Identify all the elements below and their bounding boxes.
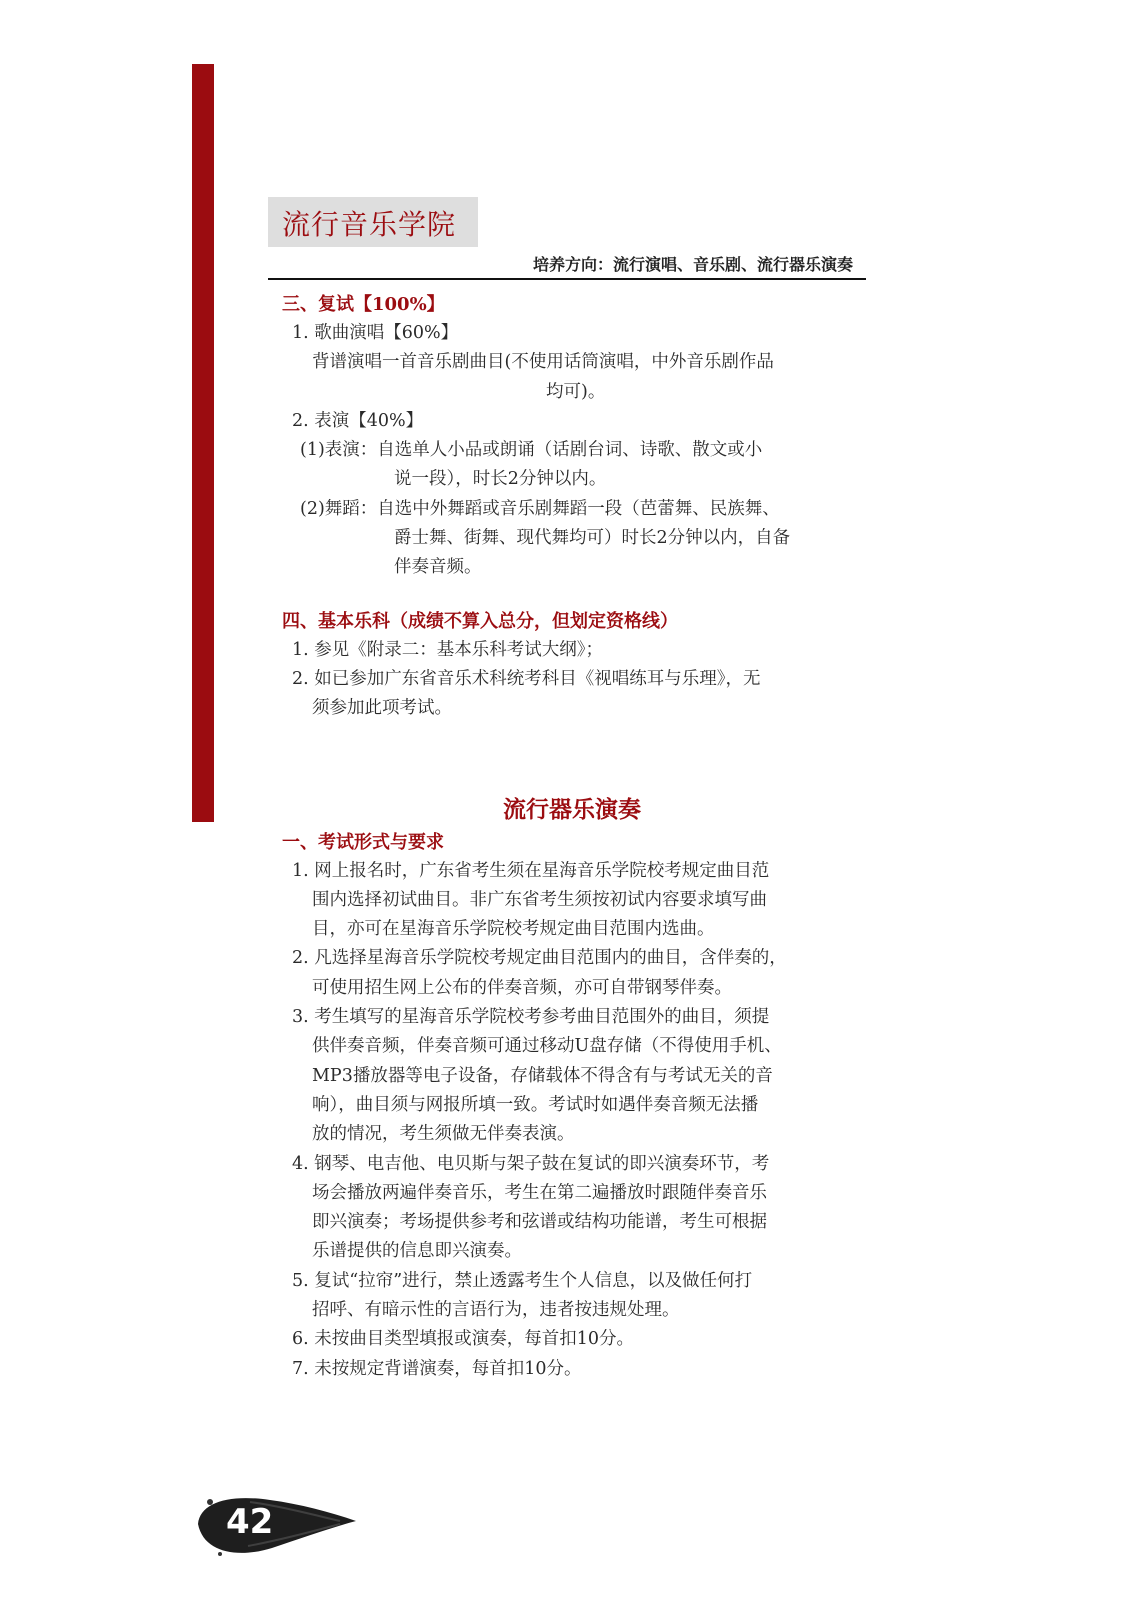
main-content bbox=[282, 290, 862, 1384]
item-dance-text: (2)舞蹈：自选中外舞蹈或音乐剧舞蹈一段（芭蕾舞、民族舞、 bbox=[300, 498, 780, 519]
training-direction: 培养方向：流行演唱、音乐剧、流行器乐演奏 bbox=[532, 255, 853, 274]
item-song-title: 1. 歌曲演唱【60%】 bbox=[292, 323, 459, 343]
item-performance-title: 2. 表演【40%】 bbox=[292, 410, 424, 431]
basic-music-item: 2. 如已参加广东省音乐术科统考科目《视唱练耳与乐理》，无 bbox=[292, 668, 761, 689]
decorative-side-bar bbox=[192, 64, 214, 822]
list-item: 可使用招生网上公布的伴奏音频，亦可自带钢琴伴奏。 bbox=[312, 977, 732, 998]
list-item: 场会播放两遍伴奏音乐，考生在第二遍播放时跟随伴奏音乐 bbox=[312, 1182, 767, 1203]
section-retest-heading: 三、复试【100%】 bbox=[282, 294, 445, 315]
section-basic-music-heading: 四、基本乐科（成绩不算入总分，但划定资格线） bbox=[282, 610, 678, 632]
page-number-badge bbox=[190, 1488, 360, 1560]
item-song-text: 均可)。 bbox=[546, 381, 606, 402]
list-item: 1. 网上报名时，广东省考生须在星海音乐学院校考规定曲目范 bbox=[292, 860, 770, 881]
list-item: 5. 复试“拉帘”进行，禁止透露考生个人信息，以及做任何打 bbox=[292, 1270, 753, 1291]
list-item: 响），曲目须与网报所填一致。考试时如遇伴奏音频无法播 bbox=[312, 1094, 759, 1115]
list-item: 目，亦可在星海音乐学院校考规定曲目范围内选曲。 bbox=[312, 919, 715, 940]
ink-brush-icon bbox=[190, 1488, 360, 1560]
item-dance-text: 伴奏音频。 bbox=[394, 557, 482, 578]
exam-format-heading: 一、考试形式与要求 bbox=[282, 831, 444, 853]
list-item: 2. 凡选择星海音乐学院校考规定曲目范围内的曲目，含伴奏的， bbox=[292, 948, 787, 969]
basic-music-item: 须参加此项考试。 bbox=[312, 698, 452, 719]
list-item: 放的情况，考生须做无伴奏表演。 bbox=[312, 1124, 575, 1145]
list-item: 6. 未按曲目类型填报或演奏，每首扣10分。 bbox=[292, 1329, 635, 1350]
list-item: 招呼、有暗示性的言语行为，违者按违规处理。 bbox=[312, 1300, 680, 1321]
instrumental-title: 流行器乐演奏 bbox=[503, 795, 641, 823]
list-item: 4. 钢琴、电吉他、电贝斯与架子鼓在复试的即兴演奏环节，考 bbox=[292, 1153, 770, 1174]
list-item: 3. 考生填写的星海音乐学院校考参考曲目范围外的曲目，须提 bbox=[292, 1007, 770, 1028]
list-item: 乐谱提供的信息即兴演奏。 bbox=[312, 1241, 522, 1262]
page-number: 42 bbox=[226, 1502, 274, 1542]
item-acting-text: (1)表演：自选单人小品或朗诵（话剧台词、诗歌、散文或小 bbox=[300, 440, 763, 461]
exam-format-list bbox=[282, 857, 862, 1384]
item-song-text: 背谱演唱一首音乐剧曲目(不使用话筒演唱，中外音乐剧作品 bbox=[312, 352, 774, 373]
list-item: MP3播放器等电子设备，存储载体不得含有与考试无关的音 bbox=[312, 1065, 773, 1086]
list-item: 即兴演奏；考场提供参考和弦谱或结构功能谱，考生可根据 bbox=[312, 1212, 767, 1233]
list-item: 供伴奏音频，伴奏音频可通过移动U盘存储（不得使用手机、 bbox=[312, 1036, 782, 1057]
header-divider bbox=[268, 278, 866, 280]
college-title: 流行音乐学院 bbox=[282, 208, 457, 241]
college-title-box bbox=[268, 197, 478, 247]
item-dance-text: 爵士舞、街舞、现代舞均可）时长2分钟以内，自备 bbox=[394, 528, 791, 549]
list-item: 7. 未按规定背谱演奏，每首扣10分。 bbox=[292, 1358, 582, 1379]
basic-music-item: 1. 参见《附录二：基本乐科考试大纲》； bbox=[292, 639, 604, 660]
list-item: 围内选择初试曲目。非广东省考生须按初试内容要求填写曲 bbox=[312, 889, 767, 910]
item-acting-text: 说一段），时长2分钟以内。 bbox=[394, 469, 607, 490]
